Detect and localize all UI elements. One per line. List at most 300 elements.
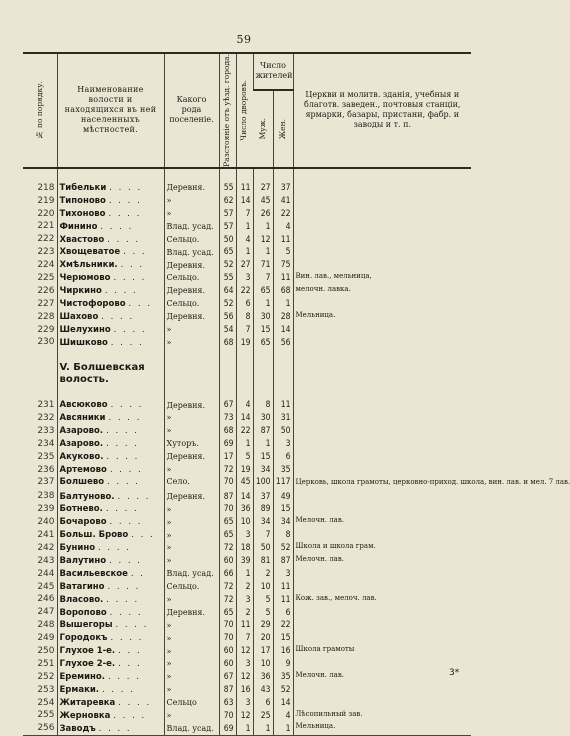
table-row bbox=[23, 464, 471, 477]
households-value: 18 bbox=[236, 542, 253, 555]
table-row bbox=[23, 568, 471, 581]
settlement-type: » bbox=[164, 195, 219, 208]
row-index: 256 bbox=[37, 723, 55, 734]
leader-dots: . . . . bbox=[117, 491, 151, 502]
table-row bbox=[23, 451, 471, 464]
leader-dots: . . . . bbox=[106, 439, 140, 450]
male-value: 15 bbox=[253, 324, 273, 337]
leader-dots: . . . . bbox=[109, 607, 143, 618]
volost-section-title bbox=[57, 362, 164, 386]
female-value: 52 bbox=[273, 542, 293, 555]
notes-value bbox=[293, 399, 471, 412]
male-value: 1 bbox=[253, 246, 273, 259]
male-value: 1 bbox=[253, 220, 273, 233]
leader-dots: . . . . bbox=[109, 556, 142, 567]
distance-value: 56 bbox=[219, 311, 236, 324]
female-value: 11 bbox=[273, 233, 293, 246]
settlement-name bbox=[57, 246, 164, 259]
leader-dots: . . . . bbox=[107, 234, 141, 245]
female-value: 9 bbox=[273, 658, 293, 671]
male-value: 50 bbox=[253, 542, 273, 555]
distance-value: 68 bbox=[219, 425, 236, 438]
female-value: 56 bbox=[273, 336, 293, 349]
notes-value bbox=[293, 220, 471, 233]
households-value: 39 bbox=[236, 555, 253, 568]
male-value: 43 bbox=[253, 684, 273, 697]
distance-value: 65 bbox=[219, 529, 236, 542]
row-index: 229 bbox=[37, 324, 55, 335]
settlement-name-text: Городокъ bbox=[59, 633, 108, 644]
leader-dots: . . . . bbox=[102, 684, 135, 695]
table-row bbox=[23, 220, 471, 233]
row-index: 255 bbox=[37, 710, 55, 721]
male-value: 25 bbox=[253, 710, 273, 723]
settlement-name bbox=[57, 529, 164, 542]
distance-value: 52 bbox=[219, 298, 236, 311]
distance-value: 65 bbox=[219, 606, 236, 619]
section-heading-row bbox=[23, 362, 471, 386]
distance-value: 69 bbox=[219, 438, 236, 451]
table-row bbox=[23, 490, 471, 503]
settlement-name bbox=[57, 697, 164, 710]
households-value: 14 bbox=[236, 195, 253, 208]
male-value: 6 bbox=[253, 697, 273, 710]
notes-value bbox=[293, 684, 471, 697]
notes-value bbox=[293, 298, 471, 311]
row-index: 238 bbox=[37, 491, 55, 502]
male-value: 10 bbox=[253, 658, 273, 671]
leader-dots: . . . bbox=[118, 646, 142, 657]
male-value: 36 bbox=[253, 671, 273, 684]
table-row bbox=[23, 697, 471, 710]
male-value: 30 bbox=[253, 311, 273, 324]
distance-value: 62 bbox=[219, 195, 236, 208]
row-index: 239 bbox=[37, 504, 55, 515]
settlement-type: Влад. усад. bbox=[164, 568, 219, 581]
settlement-type: » bbox=[164, 594, 219, 607]
male-value: 30 bbox=[253, 412, 273, 425]
table-row bbox=[23, 722, 471, 735]
settlement-type: » bbox=[164, 710, 219, 723]
settlement-type: » bbox=[164, 503, 219, 516]
leader-dots: . . . . bbox=[107, 476, 140, 487]
settlement-name bbox=[57, 259, 164, 272]
table-row bbox=[23, 208, 471, 221]
row-index: 223 bbox=[37, 247, 55, 258]
distance-value: 66 bbox=[219, 568, 236, 581]
households-value: 36 bbox=[236, 503, 253, 516]
notes-value bbox=[293, 182, 471, 195]
table-row bbox=[23, 503, 471, 516]
header-notes: Церкви и молитв. зданія, учебныя и благотв. заведен., почтовыя станціи, ярмарки, базары, пристани, фабр. и заводы и т. п. bbox=[293, 53, 471, 168]
distance-value: 64 bbox=[219, 285, 236, 298]
distance-value: 60 bbox=[219, 645, 236, 658]
row-index: 226 bbox=[37, 285, 55, 296]
settlement-type: » bbox=[164, 542, 219, 555]
notes-value bbox=[293, 464, 471, 477]
households-value: 5 bbox=[236, 451, 253, 464]
settlement-type: Деревня. bbox=[164, 311, 219, 324]
male-value: 2 bbox=[253, 568, 273, 581]
leader-dots: . . . . bbox=[107, 672, 141, 683]
settlement-name-text: Бунино bbox=[59, 543, 96, 554]
leader-dots: . . . . bbox=[109, 517, 143, 528]
settlement-type: Сельцо bbox=[164, 697, 219, 710]
settlement-name-text: Авсяники bbox=[59, 413, 106, 424]
table-row bbox=[23, 710, 471, 723]
notes-value: Вин. лав., мельница, bbox=[293, 272, 471, 285]
leader-dots: . . . . bbox=[113, 710, 147, 721]
notes-value bbox=[293, 632, 471, 645]
female-value: 52 bbox=[273, 684, 293, 697]
table-row bbox=[23, 658, 471, 671]
male-value: 29 bbox=[253, 619, 273, 632]
male-value: 5 bbox=[253, 594, 273, 607]
distance-value: 87 bbox=[219, 490, 236, 503]
distance-value: 50 bbox=[219, 233, 236, 246]
female-value: 3 bbox=[273, 438, 293, 451]
female-value: 11 bbox=[273, 594, 293, 607]
male-value: 20 bbox=[253, 632, 273, 645]
households-value: 3 bbox=[236, 697, 253, 710]
row-index: 225 bbox=[37, 272, 55, 283]
female-value: 22 bbox=[273, 619, 293, 632]
settlement-type: Деревня. bbox=[164, 285, 219, 298]
settlement-name bbox=[57, 438, 164, 451]
section-title-line-2: волость. bbox=[59, 374, 109, 386]
male-value: 37 bbox=[253, 490, 273, 503]
households-value: 12 bbox=[236, 645, 253, 658]
female-value: 11 bbox=[273, 581, 293, 594]
settlement-type: » bbox=[164, 208, 219, 221]
female-value: 11 bbox=[273, 272, 293, 285]
leader-dots: . . . bbox=[128, 299, 153, 309]
households-value: 1 bbox=[236, 438, 253, 451]
male-value: 27 bbox=[253, 182, 273, 195]
row-index: 232 bbox=[37, 412, 55, 423]
settlement-name bbox=[57, 298, 164, 311]
distance-value: 55 bbox=[219, 182, 236, 195]
female-value: 6 bbox=[273, 451, 293, 464]
settlement-name bbox=[57, 285, 164, 298]
row-index: 224 bbox=[37, 260, 55, 271]
settlement-type: Деревня. bbox=[164, 490, 219, 503]
table-row bbox=[23, 581, 471, 594]
row-index: 230 bbox=[37, 337, 55, 348]
notes-value bbox=[293, 697, 471, 710]
female-value: 8 bbox=[273, 529, 293, 542]
households-value: 7 bbox=[236, 324, 253, 337]
female-value: 117 bbox=[273, 477, 293, 491]
female-value: 16 bbox=[273, 645, 293, 658]
households-value: 11 bbox=[236, 619, 253, 632]
male-value: 7 bbox=[253, 272, 273, 285]
header-households: Число дворовъ. bbox=[236, 53, 253, 168]
households-value: 3 bbox=[236, 272, 253, 285]
header-index: № по порядку. bbox=[23, 53, 57, 168]
notes-value: Мельница. bbox=[293, 722, 471, 735]
distance-value: 60 bbox=[219, 555, 236, 568]
settlement-type: » bbox=[164, 336, 219, 349]
notes-value bbox=[293, 324, 471, 337]
settlement-name-text: Финино bbox=[59, 221, 98, 232]
female-value: 50 bbox=[273, 425, 293, 438]
leader-dots: . . . . bbox=[108, 195, 142, 206]
notes-value: Мелочн. лав. bbox=[293, 671, 471, 684]
settlement-name bbox=[57, 477, 164, 491]
table-header bbox=[23, 53, 471, 168]
row-index: 218 bbox=[37, 182, 55, 193]
male-value: 1 bbox=[253, 298, 273, 311]
distance-value: 54 bbox=[219, 324, 236, 337]
settlement-name-text: Ватагино bbox=[59, 581, 105, 592]
settlement-name bbox=[57, 710, 164, 723]
table-row bbox=[23, 425, 471, 438]
row-index: 249 bbox=[37, 633, 55, 644]
male-value: 71 bbox=[253, 259, 273, 272]
settlement-type: Влад. усад. bbox=[164, 220, 219, 233]
notes-value bbox=[293, 490, 471, 503]
distance-value: 17 bbox=[219, 451, 236, 464]
row-index: 221 bbox=[37, 221, 55, 232]
header-female: Жен. bbox=[273, 90, 293, 168]
leader-dots: . . . . bbox=[107, 581, 141, 592]
row-index: 252 bbox=[37, 671, 55, 682]
female-value: 15 bbox=[273, 503, 293, 516]
households-value: 16 bbox=[236, 684, 253, 697]
settlement-name-text: Тихоново bbox=[59, 208, 106, 219]
households-value: 3 bbox=[236, 529, 253, 542]
households-value: 14 bbox=[236, 490, 253, 503]
male-value: 45 bbox=[253, 195, 273, 208]
row-index: 247 bbox=[37, 607, 55, 618]
settlement-type: Влад. усад. bbox=[164, 722, 219, 735]
notes-value bbox=[293, 581, 471, 594]
female-value: 22 bbox=[273, 208, 293, 221]
female-value: 49 bbox=[273, 490, 293, 503]
settlement-name-text: Глухое 2-е. bbox=[59, 659, 116, 670]
settlement-type: Сельцо. bbox=[164, 233, 219, 246]
households-value: 7 bbox=[236, 208, 253, 221]
settlement-type: Деревня. bbox=[164, 606, 219, 619]
header-type: Какого рода поселеніе. bbox=[164, 53, 219, 168]
settlement-name-text: Балтуново. bbox=[59, 491, 115, 502]
settlement-type: » bbox=[164, 425, 219, 438]
notes-value: Церковь, школа грамоты, церковно-приход. школа, вин. лав. и мел. 7 лав. bbox=[293, 477, 471, 491]
settlement-name-text: Азарово. bbox=[59, 439, 104, 450]
table-row bbox=[23, 594, 471, 607]
leader-dots: . . . . bbox=[106, 594, 140, 605]
female-value: 11 bbox=[273, 399, 293, 412]
leader-dots: . . . . bbox=[98, 543, 131, 554]
leader-dots: . . . . bbox=[108, 413, 142, 424]
male-value: 1 bbox=[253, 722, 273, 735]
settlement-name-text: Типоново bbox=[59, 195, 106, 206]
census-table bbox=[23, 52, 570, 736]
table-row bbox=[23, 516, 471, 529]
settlement-type: » bbox=[164, 412, 219, 425]
female-value: 6 bbox=[273, 606, 293, 619]
row-index: 237 bbox=[37, 476, 55, 487]
distance-value: 70 bbox=[219, 477, 236, 491]
distance-value: 65 bbox=[219, 246, 236, 259]
settlement-name bbox=[57, 412, 164, 425]
table-row bbox=[23, 324, 471, 337]
households-value: 12 bbox=[236, 671, 253, 684]
row-index: 228 bbox=[37, 311, 55, 322]
settlement-name-text: Авсюково bbox=[59, 400, 108, 411]
households-value: 1 bbox=[236, 722, 253, 735]
distance-value: 70 bbox=[219, 632, 236, 645]
leader-dots: . . . . bbox=[105, 504, 139, 515]
settlement-name bbox=[57, 645, 164, 658]
settlement-name bbox=[57, 606, 164, 619]
female-value: 15 bbox=[273, 632, 293, 645]
female-value: 34 bbox=[273, 516, 293, 529]
notes-value: Мелочн. лав. bbox=[293, 555, 471, 568]
notes-value bbox=[293, 529, 471, 542]
header-distance: Разстояніе отъ уѣзд. города. bbox=[219, 53, 236, 168]
row-index: 242 bbox=[37, 542, 55, 553]
settlement-name bbox=[57, 516, 164, 529]
settlement-type: » bbox=[164, 671, 219, 684]
settlement-type: Деревня. bbox=[164, 399, 219, 412]
leader-dots: . . . . bbox=[100, 221, 134, 232]
male-value: 100 bbox=[253, 477, 273, 491]
page-number: 59 bbox=[236, 33, 252, 46]
male-value: 26 bbox=[253, 208, 273, 221]
settlement-name-text: Артемово bbox=[59, 464, 107, 475]
settlement-name-text: Валутино bbox=[59, 556, 107, 567]
female-value: 28 bbox=[273, 311, 293, 324]
notes-value bbox=[293, 259, 471, 272]
settlement-name-text: Ботнево. bbox=[59, 504, 103, 515]
table-row bbox=[23, 336, 471, 349]
notes-value bbox=[293, 208, 471, 221]
settlement-name bbox=[57, 542, 164, 555]
households-value: 2 bbox=[236, 581, 253, 594]
distance-value: 57 bbox=[219, 220, 236, 233]
distance-value: 72 bbox=[219, 542, 236, 555]
row-index: 227 bbox=[37, 298, 55, 309]
households-value: 1 bbox=[236, 246, 253, 259]
notes-value: мелочн. лавка. bbox=[293, 285, 471, 298]
distance-value: 60 bbox=[219, 658, 236, 671]
settlement-type: » bbox=[164, 464, 219, 477]
distance-value: 65 bbox=[219, 516, 236, 529]
distance-value: 87 bbox=[219, 684, 236, 697]
settlement-name-text: Чиркино bbox=[59, 286, 102, 297]
households-value: 1 bbox=[236, 568, 253, 581]
households-value: 12 bbox=[236, 710, 253, 723]
table-row bbox=[23, 233, 471, 246]
leader-dots: . . . . bbox=[113, 324, 147, 335]
settlement-name bbox=[57, 324, 164, 337]
distance-value: 73 bbox=[219, 412, 236, 425]
settlement-name-text: Черюмово bbox=[59, 273, 111, 284]
leader-dots: . . . . bbox=[110, 337, 144, 348]
notes-value bbox=[293, 619, 471, 632]
distance-value: 72 bbox=[219, 464, 236, 477]
settlement-name-text: Чистофорово bbox=[59, 299, 126, 309]
settlement-type: Сельцо. bbox=[164, 298, 219, 311]
row-index: 235 bbox=[37, 451, 55, 462]
row-index: 220 bbox=[37, 208, 55, 219]
male-value: 8 bbox=[253, 399, 273, 412]
distance-value: 67 bbox=[219, 671, 236, 684]
row-index: 250 bbox=[37, 646, 55, 657]
row-index: 244 bbox=[37, 568, 55, 579]
settlement-name-text: Еремино. bbox=[59, 672, 106, 683]
notes-value bbox=[293, 658, 471, 671]
settlement-name-text: Воропово bbox=[59, 607, 107, 618]
settlement-name bbox=[57, 658, 164, 671]
male-value: 65 bbox=[253, 285, 273, 298]
households-value: 2 bbox=[236, 606, 253, 619]
male-value: 65 bbox=[253, 336, 273, 349]
households-value: 1 bbox=[236, 220, 253, 233]
female-value: 68 bbox=[273, 285, 293, 298]
settlement-name bbox=[57, 490, 164, 503]
row-index: 241 bbox=[37, 530, 55, 540]
settlement-name bbox=[57, 619, 164, 632]
settlement-name bbox=[57, 632, 164, 645]
settlement-type: Хуторъ. bbox=[164, 438, 219, 451]
row-index: 246 bbox=[37, 594, 55, 605]
settlement-name bbox=[57, 311, 164, 324]
distance-value: 68 bbox=[219, 336, 236, 349]
distance-value: 55 bbox=[219, 272, 236, 285]
settlement-name bbox=[57, 568, 164, 581]
settlement-type: » bbox=[164, 555, 219, 568]
notes-value bbox=[293, 568, 471, 581]
settlement-name bbox=[57, 208, 164, 221]
distance-value: 67 bbox=[219, 399, 236, 412]
female-value: 87 bbox=[273, 555, 293, 568]
settlement-name-text: Хмѣльники. bbox=[59, 260, 118, 271]
leader-dots: . . . . bbox=[104, 286, 138, 297]
notes-value: Мелочн. лав. bbox=[293, 516, 471, 529]
settlement-name-text: Бочарово bbox=[59, 517, 107, 528]
male-value: 10 bbox=[253, 581, 273, 594]
table-row bbox=[23, 259, 471, 272]
table-row bbox=[23, 399, 471, 412]
leader-dots: . . . bbox=[131, 530, 155, 541]
settlement-type: Деревня. bbox=[164, 259, 219, 272]
row-index: 243 bbox=[37, 555, 55, 566]
leader-dots: . . . bbox=[120, 260, 145, 271]
leader-dots: . . . . bbox=[109, 464, 143, 475]
row-index: 236 bbox=[37, 464, 55, 475]
settlement-name-text: Жерновка bbox=[59, 710, 111, 721]
leader-dots: . . . . bbox=[98, 723, 132, 734]
table-row bbox=[23, 555, 471, 568]
settlement-name-text: Ермаки. bbox=[59, 684, 100, 695]
female-value: 31 bbox=[273, 412, 293, 425]
male-value: 87 bbox=[253, 425, 273, 438]
settlement-name bbox=[57, 399, 164, 412]
distance-value: 57 bbox=[219, 208, 236, 221]
settlement-name bbox=[57, 722, 164, 735]
male-value: 34 bbox=[253, 464, 273, 477]
distance-value: 69 bbox=[219, 722, 236, 735]
table-row bbox=[23, 298, 471, 311]
households-value: 11 bbox=[236, 182, 253, 195]
leader-dots: . . . bbox=[118, 659, 142, 670]
leader-dots: . . . . bbox=[110, 400, 144, 411]
settlement-name-text: Васильевское bbox=[59, 568, 128, 579]
settlement-type: » bbox=[164, 658, 219, 671]
